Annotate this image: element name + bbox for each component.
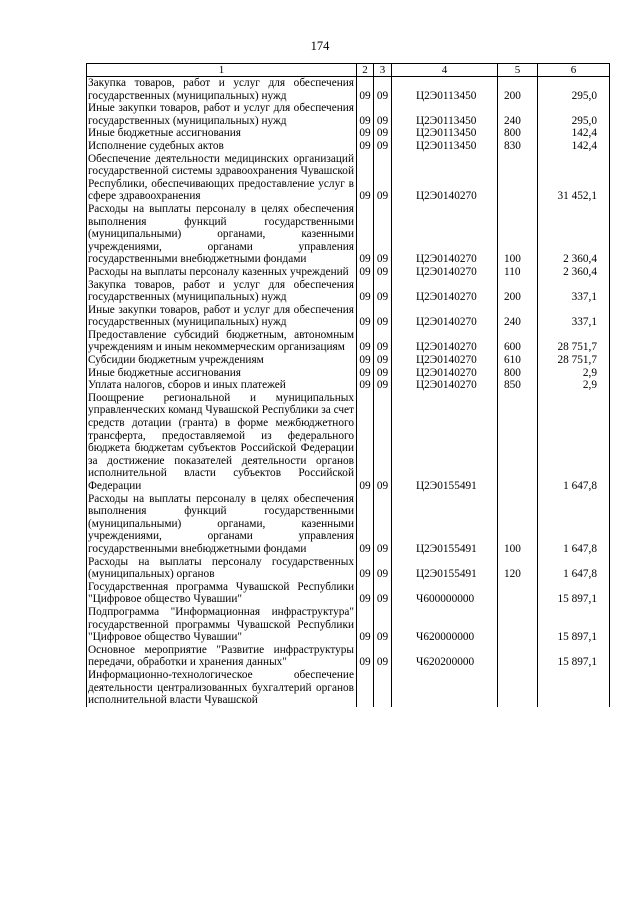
row-subsection-code: 09 [374, 367, 392, 380]
row-amount: 295,0 [538, 102, 610, 127]
row-section-code: 09 [357, 644, 374, 669]
row-subsection-code: 09 [374, 266, 392, 279]
row-target-article-code: Ц2Э0113450 [392, 140, 498, 153]
page-number: 174 [310, 39, 330, 53]
table-row [87, 304, 610, 329]
row-subsection-code: 09 [374, 304, 392, 329]
row-description: Закупка товаров, работ и услуг для обеспечения государственных (муниципальных) нужд [87, 77, 357, 103]
row-target-article-code: Ц2Э0140270 [392, 329, 498, 354]
row-section-code: 09 [357, 203, 374, 266]
row-description: Подпрограмма "Информационная инфраструктура" государственной программы Чувашской Республики "Цифровое общество Чувашии" [87, 606, 357, 644]
row-subsection-code: 09 [374, 127, 392, 140]
row-description: Расходы на выплаты персоналу в целях обеспечения выполнения функций государственными (муниципальными) органами, казенными учреждениями, органами управления государственными внебюджетными фондами [87, 493, 357, 556]
row-target-article-code: Ц2Э0140270 [392, 354, 498, 367]
row-description: Расходы на выплаты персоналу казенных учреждений [87, 266, 357, 279]
row-amount: 1 647,8 [538, 556, 610, 581]
row-target-article-code: Ц2Э0140270 [392, 379, 498, 392]
row-subsection-code: 09 [374, 140, 392, 153]
row-subsection-code: 09 [374, 644, 392, 669]
row-description: Поощрение региональной и муниципальных управленческих команд Чувашской Республики за счет средств дотации (гранта) в форме межбюджетного трансферта, предоставляемой из федерального бюджета бюджетам субъектов Российской Федерации за достижение показателей деятельности органов исполнительной власти субъектов Российской Федерации [87, 392, 357, 493]
row-expense-type-code: 610 [498, 354, 538, 367]
row-expense-type-code [498, 606, 538, 644]
row-description: Расходы на выплаты персоналу государственных (муниципальных) органов [87, 556, 357, 581]
row-amount: 28 751,7 [538, 354, 610, 367]
row-expense-type-code: 100 [498, 203, 538, 266]
row-section-code: 09 [357, 266, 374, 279]
row-target-article-code: Ч620200000 [392, 644, 498, 669]
row-expense-type-code [498, 669, 538, 707]
row-description: Предоставление субсидий бюджетным, автономным учреждениям и иным некоммерческим организациям [87, 329, 357, 354]
column-header-3: 3 [374, 64, 392, 77]
row-target-article-code [392, 669, 498, 707]
row-description: Исполнение судебных актов [87, 140, 357, 153]
row-amount: 2,9 [538, 367, 610, 380]
row-subsection-code [374, 669, 392, 707]
row-subsection-code: 09 [374, 77, 392, 103]
row-description: Уплата налогов, сборов и иных платежей [87, 379, 357, 392]
row-section-code: 09 [357, 606, 374, 644]
row-description: Расходы на выплаты персоналу в целях обеспечения выполнения функций государственными (муниципальными) органами, казенными учреждениями, органами управления государственными внебюджетными фондами [87, 203, 357, 266]
column-header-5: 5 [498, 64, 538, 77]
row-amount: 31 452,1 [538, 153, 610, 203]
table-row [87, 354, 610, 367]
row-amount: 337,1 [538, 304, 610, 329]
row-amount: 2 360,4 [538, 266, 610, 279]
row-section-code: 09 [357, 493, 374, 556]
row-section-code: 09 [357, 581, 374, 606]
row-section-code: 09 [357, 140, 374, 153]
row-description: Основное мероприятие "Развитие инфраструктуры передачи, обработки и хранения данных" [87, 644, 357, 669]
column-header-2: 2 [357, 64, 374, 77]
row-amount: 15 897,1 [538, 644, 610, 669]
row-description: Иные бюджетные ассигнования [87, 367, 357, 380]
row-description: Закупка товаров, работ и услуг для обеспечения государственных (муниципальных) нужд [87, 279, 357, 304]
row-section-code: 09 [357, 392, 374, 493]
row-description: Иные бюджетные ассигнования [87, 127, 357, 140]
row-section-code: 09 [357, 77, 374, 103]
row-expense-type-code: 240 [498, 304, 538, 329]
table-row [87, 140, 610, 153]
table-row [87, 493, 610, 556]
row-expense-type-code: 110 [498, 266, 538, 279]
row-amount [538, 669, 610, 707]
table-row [87, 379, 610, 392]
row-section-code: 09 [357, 153, 374, 203]
row-description: Иные закупки товаров, работ и услуг для обеспечения государственных (муниципальных) нужд [87, 102, 357, 127]
row-amount: 15 897,1 [538, 581, 610, 606]
row-subsection-code: 09 [374, 379, 392, 392]
budget-table [86, 63, 610, 707]
row-target-article-code: Ц2Э0140270 [392, 203, 498, 266]
row-section-code: 09 [357, 354, 374, 367]
table-row [87, 266, 610, 279]
row-target-article-code: Ц2Э0155491 [392, 493, 498, 556]
row-subsection-code: 09 [374, 493, 392, 556]
row-subsection-code: 09 [374, 329, 392, 354]
column-header-1: 1 [87, 64, 357, 77]
row-description: Обеспечение деятельности медицинских организаций государственной системы здравоохранения Чувашской Республики, обеспечивающих предоставление услуг в сфере здравоохранения [87, 153, 357, 203]
row-expense-type-code: 800 [498, 127, 538, 140]
row-target-article-code: Ц2Э0140270 [392, 266, 498, 279]
table-row [87, 203, 610, 266]
row-expense-type-code: 850 [498, 379, 538, 392]
row-target-article-code: Ч620000000 [392, 606, 498, 644]
row-target-article-code: Ч600000000 [392, 581, 498, 606]
row-description: Субсидии бюджетным учреждениям [87, 354, 357, 367]
row-subsection-code: 09 [374, 153, 392, 203]
row-target-article-code: Ц2Э0155491 [392, 392, 498, 493]
row-target-article-code: Ц2Э0140270 [392, 367, 498, 380]
table-row [87, 556, 610, 581]
row-description: Государственная программа Чувашской Республики "Цифровое общество Чувашии" [87, 581, 357, 606]
table-row [87, 329, 610, 354]
row-section-code: 09 [357, 379, 374, 392]
row-subsection-code: 09 [374, 556, 392, 581]
row-expense-type-code: 120 [498, 556, 538, 581]
row-amount: 142,4 [538, 127, 610, 140]
row-subsection-code: 09 [374, 354, 392, 367]
row-amount: 15 897,1 [538, 606, 610, 644]
table-row [87, 153, 610, 203]
row-target-article-code: Ц2Э0140270 [392, 153, 498, 203]
row-section-code: 09 [357, 279, 374, 304]
table-row [87, 581, 610, 606]
row-amount: 295,0 [538, 77, 610, 103]
row-description: Информационно-технологическое обеспечение деятельности централизованных бухгалтерий органов исполнительной власти Чувашской [87, 669, 357, 707]
row-description: Иные закупки товаров, работ и услуг для обеспечения государственных (муниципальных) нужд [87, 304, 357, 329]
row-amount: 142,4 [538, 140, 610, 153]
row-section-code: 09 [357, 127, 374, 140]
table-row [87, 102, 610, 127]
row-subsection-code: 09 [374, 581, 392, 606]
row-target-article-code: Ц2Э0140270 [392, 279, 498, 304]
row-amount: 337,1 [538, 279, 610, 304]
row-section-code [357, 669, 374, 707]
table-row [87, 279, 610, 304]
table-row [87, 367, 610, 380]
row-expense-type-code [498, 644, 538, 669]
row-subsection-code: 09 [374, 102, 392, 127]
row-section-code: 09 [357, 556, 374, 581]
row-amount: 2 360,4 [538, 203, 610, 266]
row-subsection-code: 09 [374, 279, 392, 304]
column-header-6: 6 [538, 64, 610, 77]
row-amount: 28 751,7 [538, 329, 610, 354]
row-section-code: 09 [357, 304, 374, 329]
row-amount: 1 647,8 [538, 392, 610, 493]
table-row [87, 392, 610, 493]
row-target-article-code: Ц2Э0113450 [392, 77, 498, 103]
row-section-code: 09 [357, 367, 374, 380]
row-expense-type-code: 100 [498, 493, 538, 556]
table-row [87, 669, 610, 707]
row-expense-type-code [498, 581, 538, 606]
table-row [87, 127, 610, 140]
row-expense-type-code: 200 [498, 279, 538, 304]
table-row [87, 644, 610, 669]
row-expense-type-code [498, 153, 538, 203]
row-expense-type-code: 200 [498, 77, 538, 103]
row-target-article-code: Ц2Э0155491 [392, 556, 498, 581]
row-section-code: 09 [357, 102, 374, 127]
table-row [87, 606, 610, 644]
row-subsection-code: 09 [374, 392, 392, 493]
row-target-article-code: Ц2Э0113450 [392, 102, 498, 127]
row-expense-type-code: 600 [498, 329, 538, 354]
row-target-article-code: Ц2Э0113450 [392, 127, 498, 140]
table-row [87, 77, 610, 103]
row-section-code: 09 [357, 329, 374, 354]
row-subsection-code: 09 [374, 203, 392, 266]
table-header-row [87, 64, 610, 77]
row-expense-type-code: 240 [498, 102, 538, 127]
row-amount: 2,9 [538, 379, 610, 392]
row-expense-type-code: 830 [498, 140, 538, 153]
row-amount: 1 647,8 [538, 493, 610, 556]
column-header-4: 4 [392, 64, 498, 77]
row-subsection-code: 09 [374, 606, 392, 644]
row-target-article-code: Ц2Э0140270 [392, 304, 498, 329]
row-expense-type-code: 800 [498, 367, 538, 380]
row-expense-type-code [498, 392, 538, 493]
